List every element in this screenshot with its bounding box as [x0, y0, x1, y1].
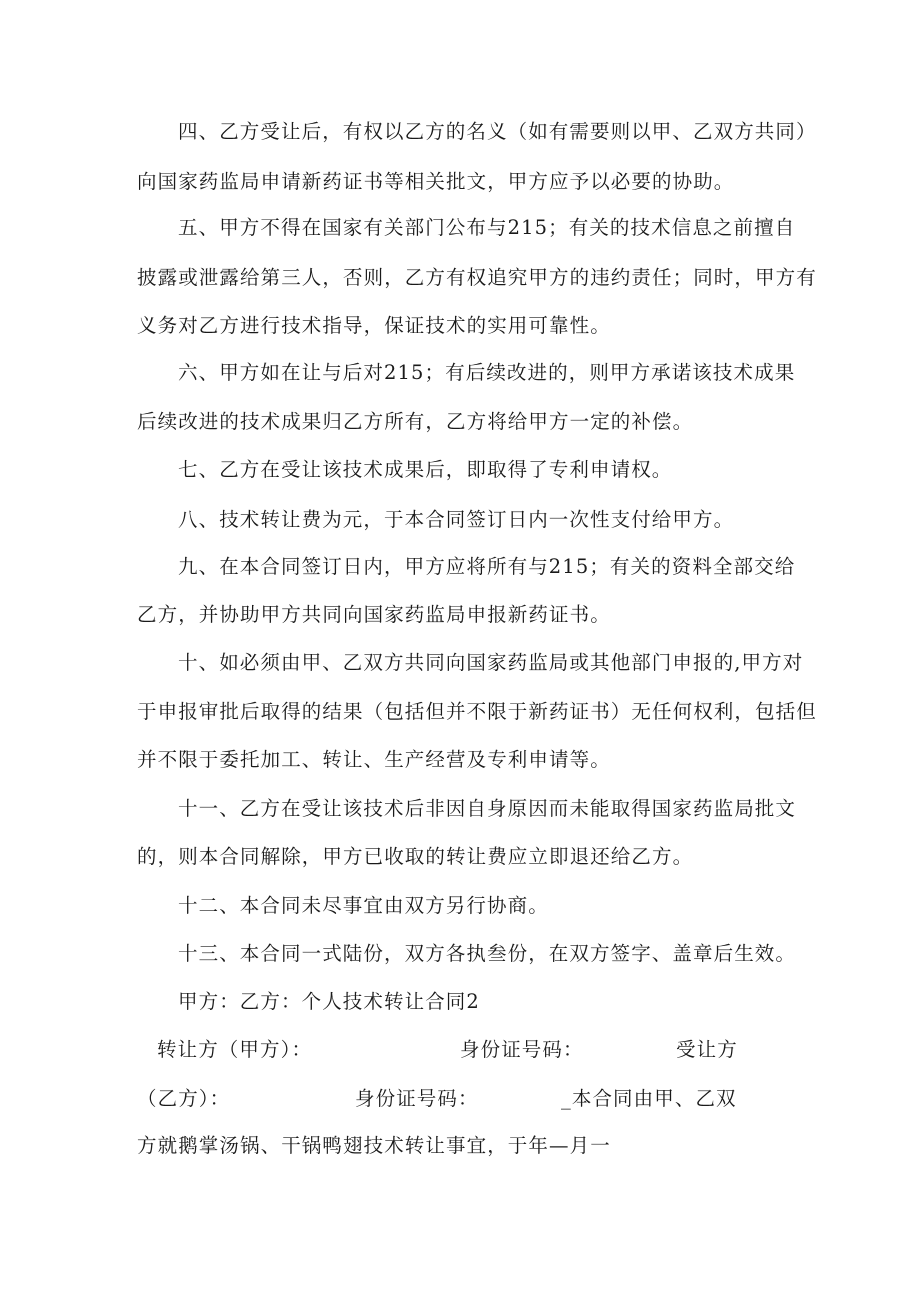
transferor-label: 转让方（甲方）： [157, 1038, 313, 1061]
paragraph-13-line-1: 十三、本合同一式陆份，双方各执叁份，在双方签字、盖章后生效。 [178, 942, 797, 965]
paragraph-9-line-2: 乙方，并协助甲方共同向国家药监局申报新药证书。 [137, 603, 611, 626]
contract-intro-continuation: 方就鹅掌汤锅、干锅鸭翅技术转让事宜，于年—月一 [137, 1134, 611, 1157]
id-number-label-1: 身份证号码： [460, 1038, 584, 1061]
party-b-label: （乙方）： [137, 1087, 231, 1110]
paragraph-12-line-1: 十二、本合同未尽事宜由双方另行协商。 [178, 894, 549, 917]
paragraph-5-line-2: 披露或泄露给第三人，否则，乙方有权追究甲方的违约责任；同时，甲方有 [137, 266, 817, 289]
paragraph-5-line-3: 义务对乙方进行技术指导，保证技术的实用可靠性。 [137, 314, 611, 337]
id-number-label-2: 身份证号码： [355, 1087, 479, 1110]
contract-intro-start: _本合同由甲、乙双 [561, 1087, 737, 1110]
paragraph-4-line-1: 四、乙方受让后，有权以乙方的名义（如有需要则以甲、乙双方共同） [178, 120, 817, 143]
paragraph-6-line-1: 六、甲方如在让与后对215；有后续改进的，则甲方承诺该技术成果 [178, 361, 796, 384]
paragraph-11-line-2: 的，则本合同解除，甲方已收取的转让费应立即退还给乙方。 [137, 845, 694, 868]
paragraph-4-line-2: 向国家药监局申请新药证书等相关批文，甲方应予以必要的协助。 [137, 170, 735, 193]
paragraph-8-line-1: 八、技术转让费为元，于本合同签订日内一次性支付给甲方。 [178, 508, 735, 531]
paragraph-6-line-2: 后续改进的技术成果归乙方所有，乙方将给甲方一定的补偿。 [137, 410, 694, 433]
paragraph-10-line-2: 于申报审批后取得的结果（包括但并不限于新药证书）无任何权利，包括但 [137, 700, 817, 723]
paragraph-10-line-1: 十、如必须由甲、乙双方共同向国家药监局或其他部门申报的,甲方对 [178, 651, 804, 674]
paragraph-11-line-1: 十一、乙方在受让该技术后非因自身原因而未能取得国家药监局批文 [178, 797, 797, 820]
parties-heading: 甲方：乙方：个人技术转让合同2 [178, 990, 480, 1013]
transferee-label: 受让方 [676, 1038, 738, 1061]
paragraph-7-line-1: 七、乙方在受让该技术成果后，即取得了专利申请权。 [178, 458, 673, 481]
paragraph-5-line-1: 五、甲方不得在国家有关部门公布与215；有关的技术信息之前擅自 [178, 216, 796, 239]
paragraph-10-line-3: 并不限于委托加工、转让、生产经营及专利申请等。 [137, 748, 611, 771]
paragraph-9-line-1: 九、在本合同签订日内，甲方应将所有与215；有关的资料全部交给 [178, 555, 796, 578]
